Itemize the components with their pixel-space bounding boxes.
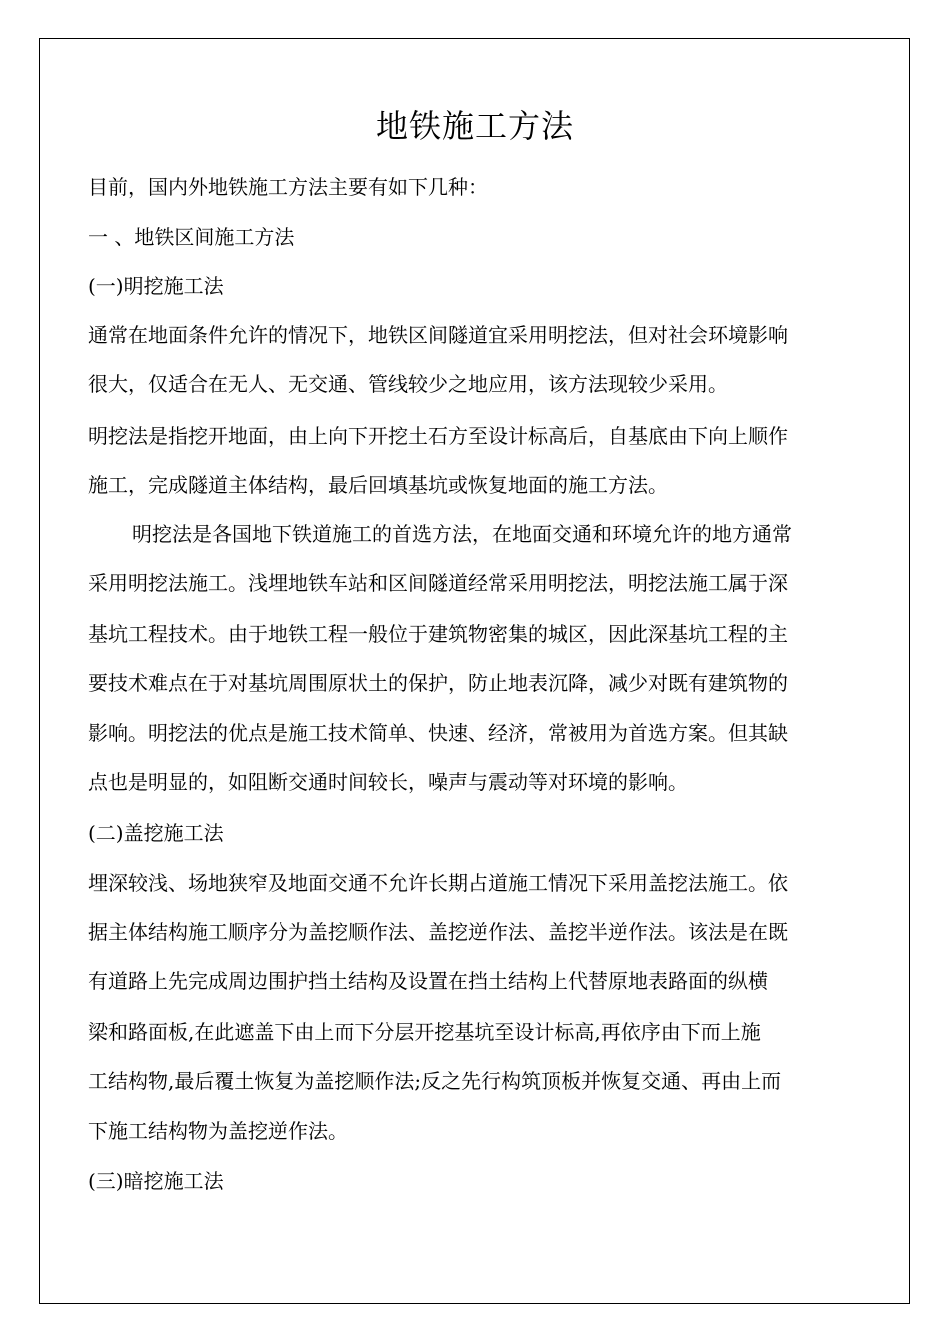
paragraph-line: 有道路上先完成周边围护挡土结构及设置在挡土结构上代替原地表路面的纵横 xyxy=(88,969,768,993)
subsection-heading: (二)盖挖施工法 xyxy=(88,821,224,845)
paragraph-line: 通常在地面条件允许的情况下，地铁区间隧道宜采用明挖法，但对社会环境影响 xyxy=(88,323,788,347)
paragraph-line: 采用明挖法施工。浅埋地铁车站和区间隧道经常采用明挖法，明挖法施工属于深 xyxy=(88,571,788,595)
paragraph-line: 影响。明挖法的优点是施工技术简单、快速、经济，常被用为首选方案。但其缺 xyxy=(88,721,788,745)
subsection-heading: (一)明挖施工法 xyxy=(88,274,224,298)
subsection-heading: (三)暗挖施工法 xyxy=(88,1169,224,1193)
intro-line: 目前，国内外地铁施工方法主要有如下几种： xyxy=(88,175,488,199)
section-heading: 一 、地铁区间施工方法 xyxy=(88,225,295,249)
paragraph-line: 梁和路面板,在此遮盖下由上而下分层开挖基坑至设计标高,再依序由下而上施 xyxy=(88,1020,761,1044)
paragraph-line: 下施工结构物为盖挖逆作法。 xyxy=(88,1119,348,1143)
paragraph-line: 点也是明显的，如阻断交通时间较长，噪声与震动等对环境的影响。 xyxy=(88,770,688,794)
paragraph-line: 明挖法是指挖开地面，由上向下开挖土石方至设计标高后，自基底由下向上顺作 xyxy=(88,424,788,448)
document-title: 地铁施工方法 xyxy=(375,107,574,145)
paragraph-line: 埋深较浅、场地狭窄及地面交通不允许长期占道施工情况下采用盖挖法施工。依 xyxy=(88,871,788,895)
paragraph-line: 施工，完成隧道主体结构，最后回填基坑或恢复地面的施工方法。 xyxy=(88,473,668,497)
paragraph-line: 很大，仅适合在无人、无交通、管线较少之地应用，该方法现较少采用。 xyxy=(88,372,728,396)
paragraph-line: 明挖法是各国地下铁道施工的首选方法，在地面交通和环境允许的地方通常 xyxy=(132,522,792,546)
paragraph-line: 据主体结构施工顺序分为盖挖顺作法、盖挖逆作法、盖挖半逆作法。该法是在既 xyxy=(88,920,788,944)
paragraph-line: 工结构物,最后覆土恢复为盖挖顺作法;反之先行构筑顶板并恢复交通、再由上而 xyxy=(88,1069,782,1093)
paragraph-line: 基坑工程技术。由于地铁工程一般位于建筑物密集的城区，因此深基坑工程的主 xyxy=(88,622,788,646)
paragraph-line: 要技术难点在于对基坑周围原状土的保护，防止地表沉降，减少对既有建筑物的 xyxy=(88,671,788,695)
